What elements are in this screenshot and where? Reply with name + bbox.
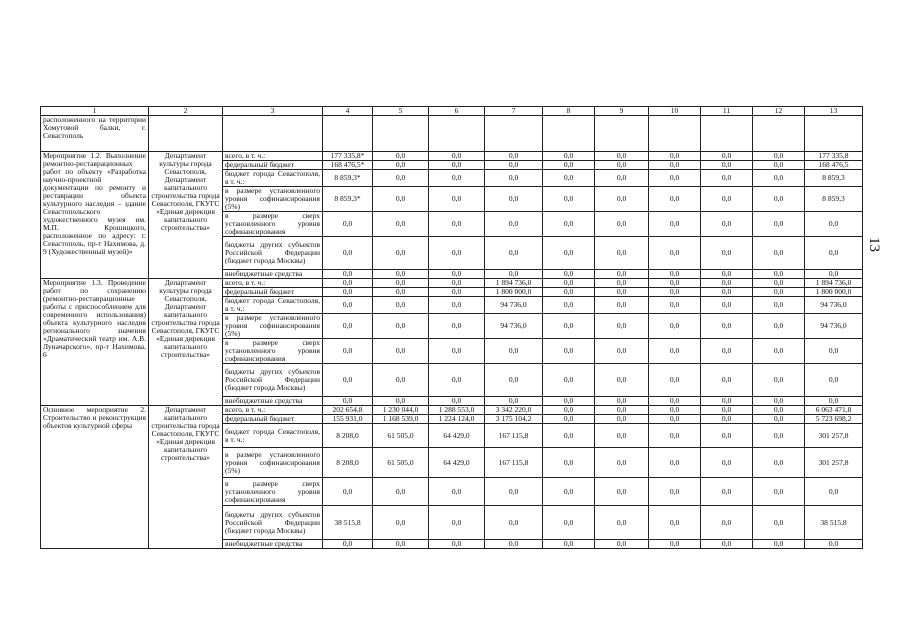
amount-cell: 0,0: [753, 406, 805, 415]
amount-cell: 0,0: [805, 478, 863, 506]
amount-cell: 0,0: [595, 161, 649, 170]
amount-cell: 0,0: [543, 288, 595, 297]
amount-cell: 0,0: [753, 270, 805, 279]
amount-cell: 0,0: [595, 424, 649, 448]
amount-cell: 0,0: [543, 152, 595, 161]
amount-cell: 0,0: [429, 237, 485, 270]
column-number: 5: [373, 107, 429, 116]
amount-cell: 0,0: [753, 288, 805, 297]
amount-cell: 0,0: [485, 364, 543, 397]
amount-cell: 0,0: [543, 212, 595, 237]
funding-source: всего, в т. ч.:: [223, 152, 323, 161]
amount-cell: 1 168 539,0: [373, 415, 429, 424]
amount-cell: 0,0: [753, 237, 805, 270]
amount-cell: 0,0: [753, 152, 805, 161]
funding-source: бюджет города Севастополя, в т. ч.:: [223, 424, 323, 448]
amount-cell: 1 288 553,0: [429, 406, 485, 415]
funding-source: в размере сверх установленного уровня софинансирования: [223, 212, 323, 237]
amount-cell: 0,0: [373, 506, 429, 540]
amount-cell: 0,0: [429, 339, 485, 364]
amount-cell: 0,0: [373, 187, 429, 212]
amount-cell: 0,0: [429, 506, 485, 540]
amount-cell: 0,0: [753, 397, 805, 406]
amount-cell: 0,0: [595, 288, 649, 297]
amount-cell: 38 515,8: [805, 506, 863, 540]
activity-description: Мероприятие 1.2. Выполнение ремонтно-реставрационных работ по объекту «Разработка научно-проектной документации по ремонту и реставрации объекта культурного наследия – здание Севастопольского художественного музея им. М.П. Крошицкого, расположенное по адресу: г. Севастополь, пр-т Нахимова, д. 9 (Художественный музей)»: [41, 152, 149, 279]
funding-source: в размере установленного уровня софинансирования (5%): [223, 448, 323, 478]
funding-source: бюджеты других субъектов Российской Федерации (бюджет города Москвы): [223, 364, 323, 397]
amount-cell: 0,0: [701, 424, 753, 448]
amount-cell: 1 800 000,0: [485, 288, 543, 297]
amount-cell: 0,0: [543, 540, 595, 549]
column-number: 7: [485, 107, 543, 116]
empty-cell: [543, 116, 595, 152]
amount-cell: 0,0: [649, 314, 701, 339]
funding-source: внебюджетные средства: [223, 540, 323, 549]
amount-cell: 0,0: [649, 288, 701, 297]
executor-cell: Департамент культуры города Севастополя, Департамент капитального строительства города Севастополя, ГКУГС «Единая дирекция капитального строительства»: [149, 279, 223, 406]
amount-cell: 0,0: [649, 187, 701, 212]
amount-cell: 61 505,0: [373, 424, 429, 448]
amount-cell: 0,0: [429, 297, 485, 314]
amount-cell: 38 515,8: [323, 506, 373, 540]
amount-cell: 61 505,0: [373, 448, 429, 478]
amount-cell: 0,0: [649, 152, 701, 161]
amount-cell: 5 723 698,2: [805, 415, 863, 424]
amount-cell: 167 115,8: [485, 424, 543, 448]
funding-source: федеральный бюджет: [223, 288, 323, 297]
amount-cell: 0,0: [805, 397, 863, 406]
amount-cell: 94 736,0: [805, 314, 863, 339]
amount-cell: 0,0: [753, 339, 805, 364]
amount-cell: 0,0: [805, 212, 863, 237]
amount-cell: 0,0: [701, 540, 753, 549]
amount-cell: 0,0: [595, 339, 649, 364]
amount-cell: 0,0: [485, 170, 543, 187]
amount-cell: 0,0: [373, 288, 429, 297]
amount-cell: 0,0: [429, 152, 485, 161]
amount-cell: 202 654,8: [323, 406, 373, 415]
amount-cell: 1 230 044,0: [373, 406, 429, 415]
column-number-row: [41, 107, 863, 116]
amount-cell: 0,0: [805, 237, 863, 270]
amount-cell: 0,0: [323, 212, 373, 237]
amount-cell: 0,0: [753, 279, 805, 288]
amount-cell: 0,0: [649, 270, 701, 279]
amount-cell: 0,0: [595, 297, 649, 314]
amount-cell: 0,0: [323, 279, 373, 288]
amount-cell: 0,0: [649, 540, 701, 549]
amount-cell: 0,0: [429, 170, 485, 187]
empty-cell: [373, 116, 429, 152]
funding-source: всего, в т. ч.:: [223, 279, 323, 288]
amount-cell: 0,0: [323, 478, 373, 506]
column-number: 10: [649, 107, 701, 116]
funding-source: бюджет города Севастополя, в т. ч.:: [223, 297, 323, 314]
amount-cell: 0,0: [429, 212, 485, 237]
amount-cell: 0,0: [373, 540, 429, 549]
amount-cell: 8 859,3: [805, 187, 863, 212]
amount-cell: 1 894 736,0: [485, 279, 543, 288]
amount-cell: 0,0: [373, 212, 429, 237]
amount-cell: 0,0: [595, 540, 649, 549]
funding-source: внебюджетные средства: [223, 270, 323, 279]
amount-cell: 0,0: [595, 406, 649, 415]
amount-cell: 0,0: [649, 212, 701, 237]
continuation-description: расположенного на территории Хомутовой балки, г. Севастополь: [41, 116, 149, 152]
amount-cell: 0,0: [323, 288, 373, 297]
empty-cell: [429, 116, 485, 152]
amount-cell: 0,0: [753, 364, 805, 397]
amount-cell: 0,0: [701, 406, 753, 415]
amount-cell: 8 859,3*: [323, 170, 373, 187]
amount-cell: 0,0: [373, 270, 429, 279]
amount-cell: 64 429,0: [429, 448, 485, 478]
amount-cell: 0,0: [753, 212, 805, 237]
amount-cell: 0,0: [543, 424, 595, 448]
amount-cell: 0,0: [701, 339, 753, 364]
amount-cell: 6 063 471,8: [805, 406, 863, 415]
amount-cell: 0,0: [595, 170, 649, 187]
amount-cell: 0,0: [753, 478, 805, 506]
amount-cell: 0,0: [595, 270, 649, 279]
amount-cell: 0,0: [543, 170, 595, 187]
amount-cell: 0,0: [323, 270, 373, 279]
funding-source: в размере сверх установленного уровня софинансирования: [223, 339, 323, 364]
amount-cell: 94 736,0: [805, 297, 863, 314]
amount-cell: 0,0: [649, 237, 701, 270]
amount-cell: 0,0: [649, 297, 701, 314]
funding-source: бюджеты других субъектов Российской Федерации (бюджет города Москвы): [223, 237, 323, 270]
amount-cell: 0,0: [595, 314, 649, 339]
amount-cell: 0,0: [649, 478, 701, 506]
table-row: [41, 406, 863, 415]
amount-cell: 0,0: [805, 540, 863, 549]
amount-cell: 8 208,0: [323, 448, 373, 478]
amount-cell: 0,0: [323, 237, 373, 270]
amount-cell: 301 257,8: [805, 424, 863, 448]
amount-cell: 0,0: [701, 415, 753, 424]
amount-cell: 0,0: [485, 339, 543, 364]
amount-cell: 0,0: [543, 314, 595, 339]
amount-cell: 168 476,5: [805, 161, 863, 170]
table-row: [41, 152, 863, 161]
amount-cell: 0,0: [323, 339, 373, 364]
amount-cell: 0,0: [429, 540, 485, 549]
amount-cell: 0,0: [649, 364, 701, 397]
executor-cell: Департамент капитального строительства города Севастополя, ГКУГС «Единая дирекция капитального строительства»: [149, 406, 223, 549]
amount-cell: 0,0: [373, 170, 429, 187]
amount-cell: 0,0: [373, 161, 429, 170]
budget-table: [40, 106, 863, 549]
amount-cell: 0,0: [485, 237, 543, 270]
empty-cell: [701, 116, 753, 152]
empty-cell: [223, 116, 323, 152]
amount-cell: 0,0: [373, 478, 429, 506]
empty-cell: [595, 116, 649, 152]
amount-cell: 155 931,0: [323, 415, 373, 424]
amount-cell: 0,0: [805, 364, 863, 397]
executor-cell: Департамент культуры города Севастополя, Департамент капитального строительства города Севастополя, ГКУГС «Единая дирекция капитального строительства»: [149, 152, 223, 279]
amount-cell: 0,0: [701, 288, 753, 297]
amount-cell: 0,0: [701, 279, 753, 288]
amount-cell: 8 208,0: [323, 424, 373, 448]
amount-cell: 0,0: [543, 406, 595, 415]
amount-cell: 0,0: [595, 397, 649, 406]
amount-cell: 0,0: [323, 297, 373, 314]
funding-source: бюджеты других субъектов Российской Федерации (бюджет города Москвы): [223, 506, 323, 540]
amount-cell: 0,0: [485, 152, 543, 161]
amount-cell: 0,0: [595, 415, 649, 424]
amount-cell: 0,0: [373, 339, 429, 364]
amount-cell: 0,0: [753, 187, 805, 212]
amount-cell: 0,0: [373, 297, 429, 314]
amount-cell: 0,0: [595, 364, 649, 397]
amount-cell: 0,0: [753, 415, 805, 424]
amount-cell: 0,0: [543, 339, 595, 364]
amount-cell: 0,0: [323, 364, 373, 397]
column-number: 13: [805, 107, 863, 116]
amount-cell: 0,0: [595, 448, 649, 478]
amount-cell: 0,0: [649, 424, 701, 448]
amount-cell: 0,0: [701, 478, 753, 506]
amount-cell: 0,0: [373, 152, 429, 161]
amount-cell: 0,0: [543, 187, 595, 212]
funding-source: бюджет города Севастополя, в т. ч.:: [223, 170, 323, 187]
amount-cell: 0,0: [485, 540, 543, 549]
amount-cell: 0,0: [701, 448, 753, 478]
amount-cell: 0,0: [429, 161, 485, 170]
amount-cell: 0,0: [543, 478, 595, 506]
funding-source: федеральный бюджет: [223, 415, 323, 424]
amount-cell: 0,0: [701, 314, 753, 339]
amount-cell: 0,0: [595, 152, 649, 161]
amount-cell: 0,0: [701, 506, 753, 540]
amount-cell: 0,0: [543, 397, 595, 406]
amount-cell: 0,0: [543, 364, 595, 397]
amount-cell: 0,0: [753, 170, 805, 187]
amount-cell: 0,0: [373, 397, 429, 406]
amount-cell: 0,0: [753, 506, 805, 540]
amount-cell: 0,0: [753, 424, 805, 448]
amount-cell: 0,0: [543, 161, 595, 170]
amount-cell: 168 476,5*: [323, 161, 373, 170]
amount-cell: 0,0: [429, 288, 485, 297]
amount-cell: 0,0: [429, 314, 485, 339]
empty-cell: [485, 116, 543, 152]
continuation-row: [41, 116, 863, 152]
column-number: 9: [595, 107, 649, 116]
amount-cell: 0,0: [753, 297, 805, 314]
amount-cell: 0,0: [649, 339, 701, 364]
amount-cell: 0,0: [805, 339, 863, 364]
amount-cell: 0,0: [595, 237, 649, 270]
amount-cell: 0,0: [429, 270, 485, 279]
amount-cell: 1 894 736,0: [805, 279, 863, 288]
empty-cell: [323, 116, 373, 152]
amount-cell: 0,0: [485, 506, 543, 540]
amount-cell: 0,0: [649, 170, 701, 187]
empty-cell: [649, 116, 701, 152]
amount-cell: 301 257,8: [805, 448, 863, 478]
column-number: 2: [149, 107, 223, 116]
column-number: 3: [223, 107, 323, 116]
funding-source: в размере установленного уровня софинансирования (5%): [223, 314, 323, 339]
activity-description: Мероприятие 1.3. Проведение работ по сохранению (ремонтно-реставрационные работы с приспособлением для современного использования) объекта культурного наследия регионального значения «Драматический театр им. А.В. Луначарского», пр-т Нахимова, 6: [41, 279, 149, 406]
empty-cell: [753, 116, 805, 152]
amount-cell: 0,0: [595, 187, 649, 212]
amount-cell: 0,0: [429, 279, 485, 288]
amount-cell: 8 859,3*: [323, 187, 373, 212]
amount-cell: 0,0: [649, 161, 701, 170]
amount-cell: 94 736,0: [485, 314, 543, 339]
amount-cell: 0,0: [649, 415, 701, 424]
amount-cell: 0,0: [543, 279, 595, 288]
funding-source: в размере установленного уровня софинансирования (5%): [223, 187, 323, 212]
amount-cell: 0,0: [595, 478, 649, 506]
amount-cell: 0,0: [649, 506, 701, 540]
funding-source: федеральный бюджет: [223, 161, 323, 170]
funding-source: внебюджетные средства: [223, 397, 323, 406]
amount-cell: 3 175 104,2: [485, 415, 543, 424]
amount-cell: 0,0: [595, 506, 649, 540]
amount-cell: 0,0: [701, 297, 753, 314]
amount-cell: 0,0: [373, 279, 429, 288]
column-number: 8: [543, 107, 595, 116]
amount-cell: 0,0: [701, 237, 753, 270]
amount-cell: 167 115,8: [485, 448, 543, 478]
amount-cell: 94 736,0: [485, 297, 543, 314]
column-number: 12: [753, 107, 805, 116]
amount-cell: 0,0: [701, 161, 753, 170]
amount-cell: 0,0: [485, 187, 543, 212]
amount-cell: 177 335,8: [805, 152, 863, 161]
funding-source: в размере сверх установленного уровня софинансирования: [223, 478, 323, 506]
amount-cell: 0,0: [649, 406, 701, 415]
amount-cell: 0,0: [701, 170, 753, 187]
amount-cell: 0,0: [543, 270, 595, 279]
amount-cell: 0,0: [323, 540, 373, 549]
amount-cell: 1 224 124,0: [429, 415, 485, 424]
amount-cell: 0,0: [543, 448, 595, 478]
column-number: 1: [41, 107, 149, 116]
amount-cell: 0,0: [485, 397, 543, 406]
amount-cell: 0,0: [805, 270, 863, 279]
amount-cell: 0,0: [649, 397, 701, 406]
amount-cell: 0,0: [373, 364, 429, 397]
amount-cell: 0,0: [649, 279, 701, 288]
amount-cell: 0,0: [485, 270, 543, 279]
amount-cell: 0,0: [543, 297, 595, 314]
amount-cell: 0,0: [429, 397, 485, 406]
empty-cell: [149, 116, 223, 152]
page-number: 13: [866, 237, 882, 252]
amount-cell: 0,0: [753, 161, 805, 170]
amount-cell: 0,0: [753, 448, 805, 478]
amount-cell: 3 342 220,0: [485, 406, 543, 415]
amount-cell: 0,0: [701, 364, 753, 397]
amount-cell: 0,0: [429, 187, 485, 212]
amount-cell: 0,0: [701, 152, 753, 161]
amount-cell: 0,0: [649, 448, 701, 478]
amount-cell: 0,0: [485, 212, 543, 237]
amount-cell: 8 859,3: [805, 170, 863, 187]
amount-cell: 0,0: [323, 314, 373, 339]
amount-cell: 0,0: [753, 540, 805, 549]
amount-cell: 177 335,8*: [323, 152, 373, 161]
column-number: 6: [429, 107, 485, 116]
amount-cell: 0,0: [429, 478, 485, 506]
amount-cell: 1 800 000,0: [805, 288, 863, 297]
amount-cell: 64 429,0: [429, 424, 485, 448]
amount-cell: 0,0: [373, 237, 429, 270]
column-number: 11: [701, 107, 753, 116]
amount-cell: 0,0: [701, 270, 753, 279]
amount-cell: 0,0: [701, 397, 753, 406]
amount-cell: 0,0: [373, 314, 429, 339]
empty-cell: [805, 116, 863, 152]
amount-cell: 0,0: [595, 279, 649, 288]
amount-cell: 0,0: [543, 506, 595, 540]
amount-cell: 0,0: [429, 364, 485, 397]
amount-cell: 0,0: [485, 478, 543, 506]
amount-cell: 0,0: [753, 314, 805, 339]
amount-cell: 0,0: [323, 397, 373, 406]
amount-cell: 0,0: [595, 212, 649, 237]
table-row: [41, 279, 863, 288]
amount-cell: 0,0: [543, 415, 595, 424]
column-number: 4: [323, 107, 373, 116]
amount-cell: 0,0: [543, 237, 595, 270]
funding-source: всего, в т. ч.:: [223, 406, 323, 415]
amount-cell: 0,0: [701, 212, 753, 237]
activity-description: Основное мероприятие 2. Строительство и реконструкция объектов культурной сферы: [41, 406, 149, 549]
amount-cell: 0,0: [701, 187, 753, 212]
amount-cell: 0,0: [485, 161, 543, 170]
